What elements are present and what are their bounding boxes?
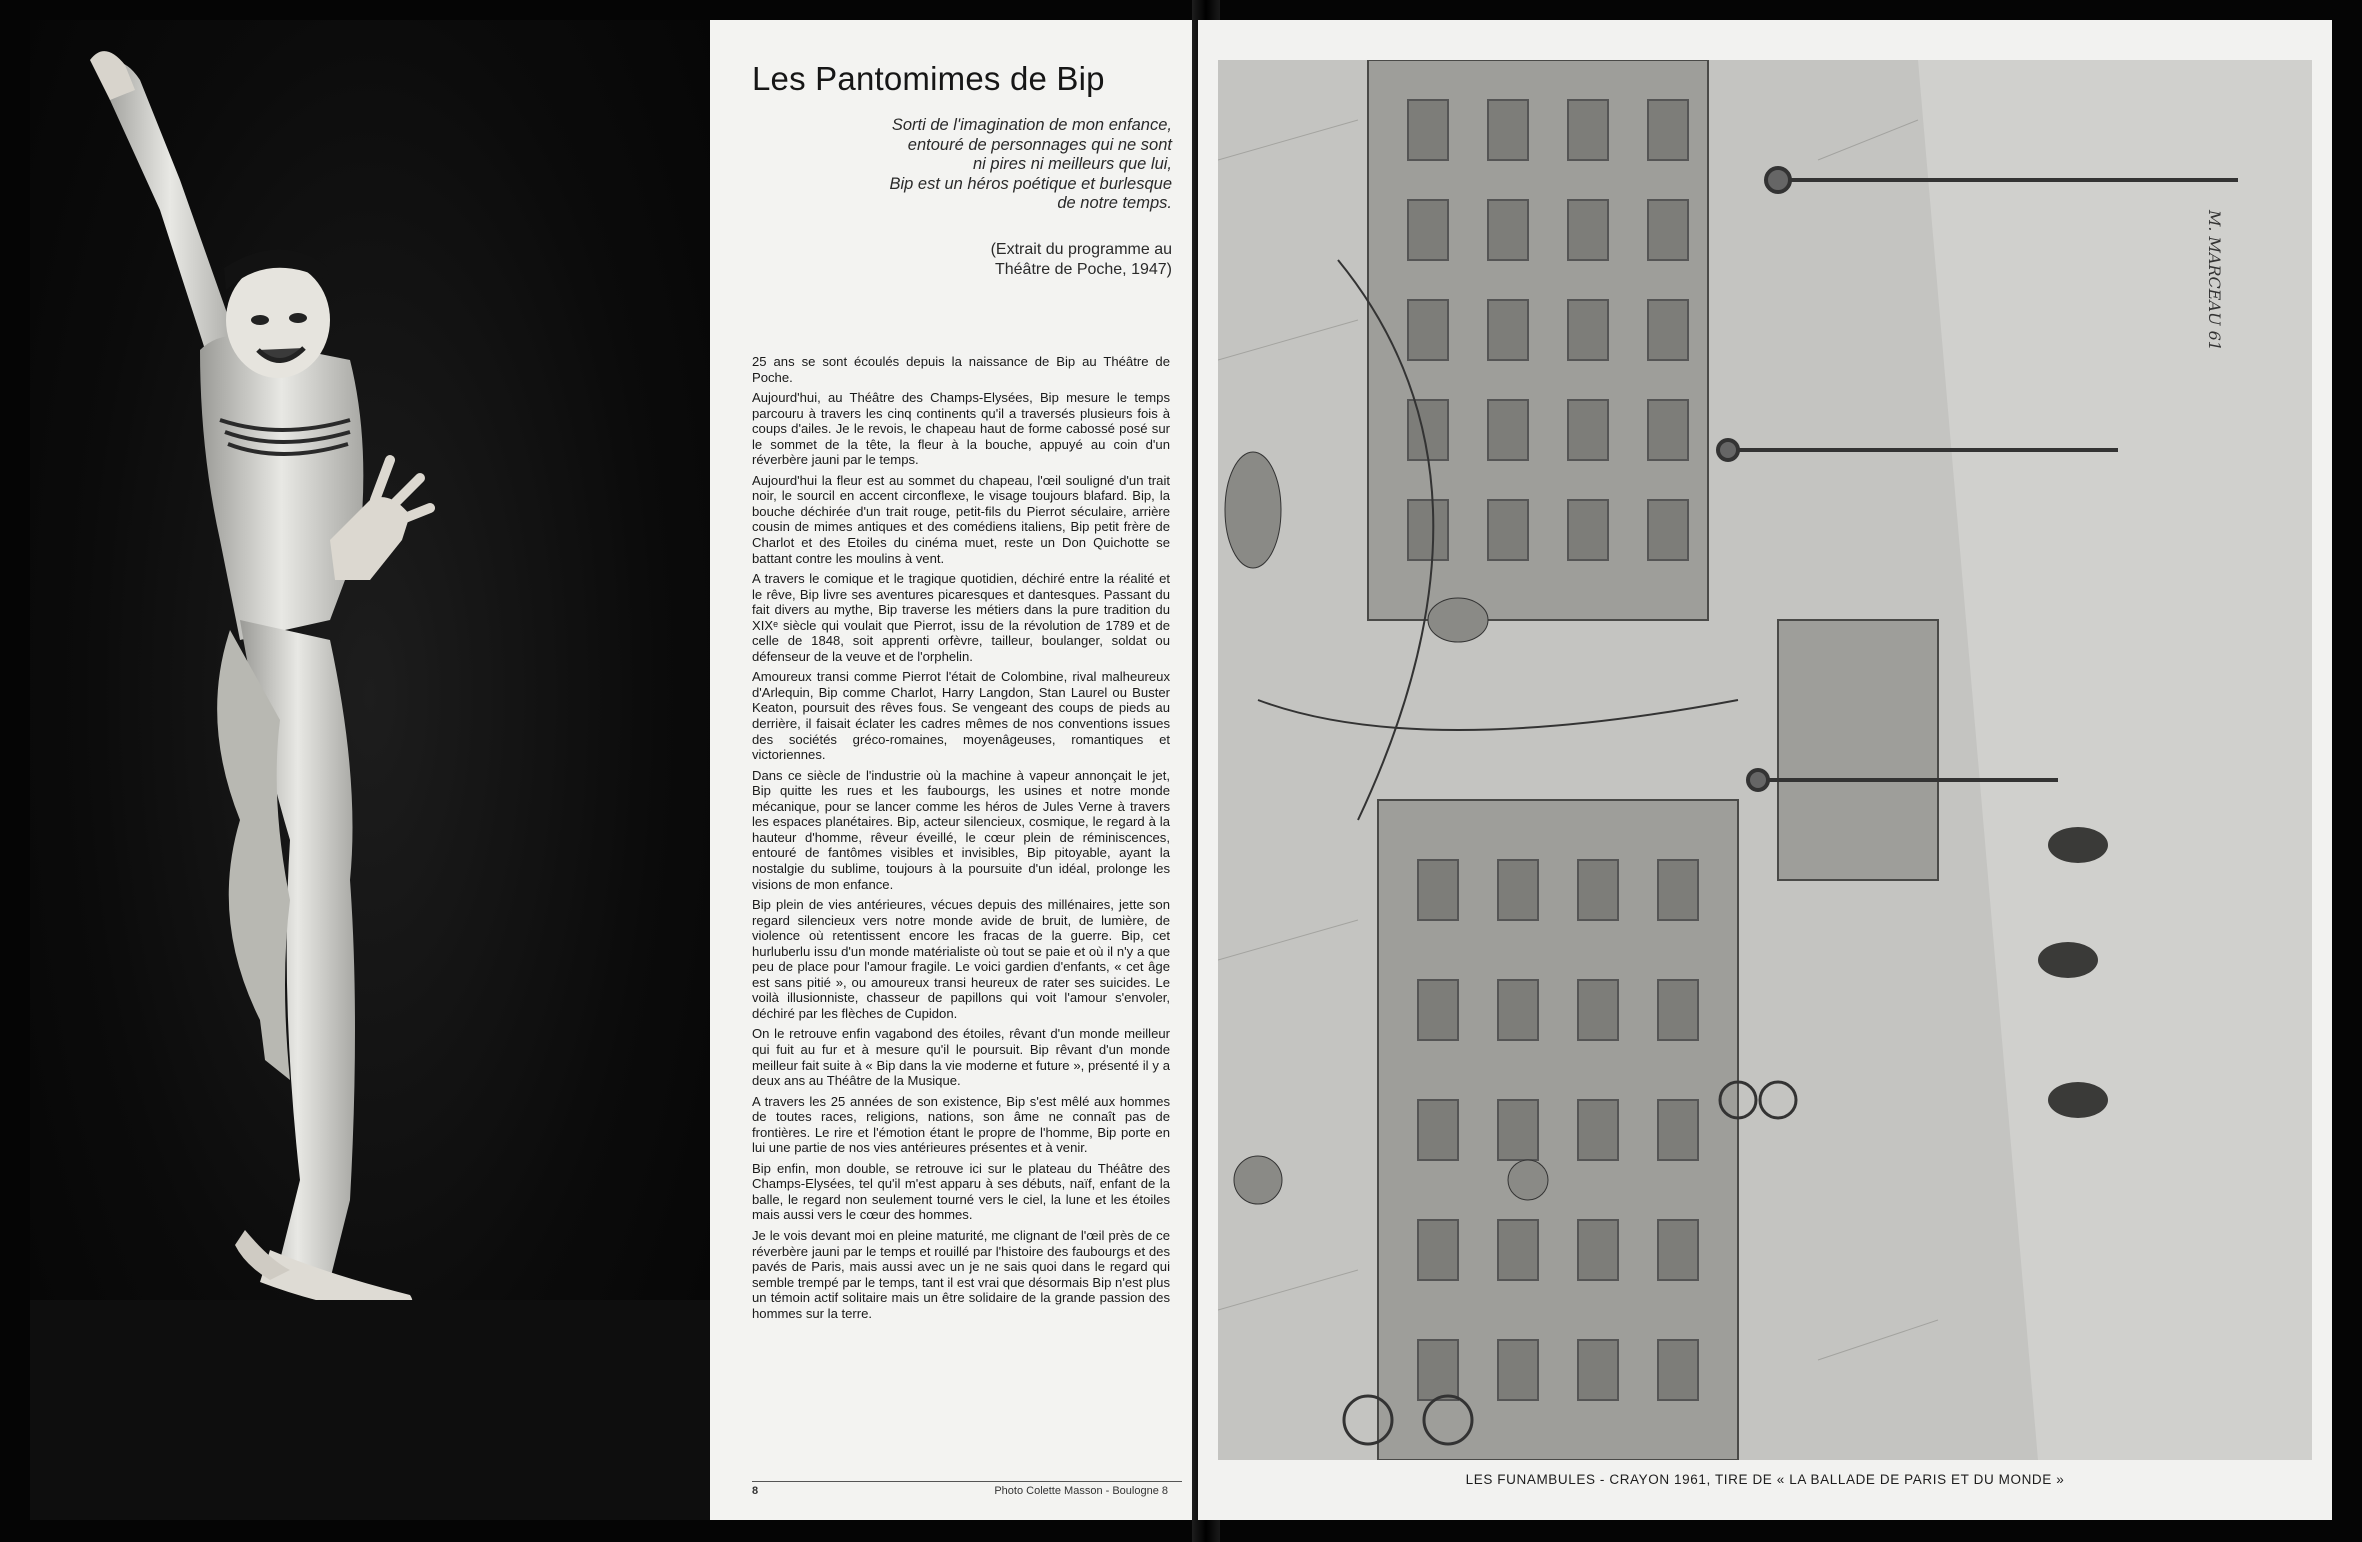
paragraph: A travers les 25 années de son existence, Bip s'est mêlé aux hommes de toutes races, religions, nations, son âme ne connaît pas de frontières. Le rire et l'émotion étant le propre de l'homme, Bip porte en lui une partie de nos vies antérieures présentes et à venir.: [752, 1093, 1170, 1156]
paragraph: Je le vois devant moi en pleine maturité, me clignant de l'œil près de ce réverbère jauni par le temps et rouillé par l'histoire des faubourgs et des pavés de Paris, mais aussi avec un je ne sais quoi dans le regard qui semble trempé par le temps, tant il est vrai que désormais Bip n'est plus un témoin actif solitaire mais un être solidaire de la grande passion des hommes sur la terre.: [752, 1227, 1170, 1321]
street-scene-illustration: [1218, 60, 2312, 1460]
left-page: [30, 20, 1192, 1520]
paragraph: Dans ce siècle de l'industrie où la machine à vapeur annonçait le jet, Bip quitte les rues et les faubourgs, les usines et notre monde mécanique, pour se lancer comme les héros de Jules Verne à travers les espaces planétaires. Bip, acteur silencieux, cosmique, le regard à la hauteur d'homme, rêveur éveillé, le cœur plein de réminiscences, entouré de fantômes visibles et invisibles, Bip pitoyable, ayant la nostalgie du sublime, toujours à la poursuite d'un idéal, prolonge les visions de mon enfance.: [752, 767, 1170, 892]
epigraph-source: [991, 240, 1172, 279]
artist-signature: M. MARCEAU 61: [2205, 210, 2224, 351]
pencil-drawing: [1218, 60, 2312, 1460]
source-line: (Extrait du programme au: [990, 241, 1172, 258]
photo-credit: Photo Colette Masson - Boulogne 8: [994, 1485, 1168, 1497]
epigraph-line: Sorti de l'imagination de mon enfance,: [891, 116, 1172, 134]
paragraph: On le retrouve enfin vagabond des étoiles, rêvant d'un monde meilleur qui fuit au fur et à mesure qu'il le poursuit. Bip rêvant d'un monde meilleur fait suite à « Bip dans la vie moderne et future », présenté il y a deux ans au Théâtre de la Musique.: [752, 1026, 1170, 1089]
paragraph: 25 ans se sont écoulés depuis la naissance de Bip au Théâtre de Poche.: [752, 354, 1170, 385]
paragraph: Amoureux transi comme Pierrot l'était de Colombine, rival malheureux d'Arlequin, Bip comme Charlot, Harry Langdon, Stan Laurel ou Buster Keaton, poursuit des rêves fous. Se vengeant des coups de pieds au derrière, il faisait éclater les cadres mêmes de nos conventions issues des sociétés gréco-romaines, moyenâgeuses, romantiques et victoriennes.: [752, 669, 1170, 763]
paragraph: A travers le comique et le tragique quotidien, déchiré entre la réalité et le rêve, Bip livre ses aventures picaresques et dantesques. Passant du fait divers au mythe, Bip traverse les métiers dans la pure tradition du XIXᵉ siècle qui voulait que Pierrot, issu de la révolution de 1789 et de celle de 1848, soit apprenti orfèvre, tailleur, boulanger, soldat ou défenseur de la veuve et de l'orphelin.: [752, 571, 1170, 664]
article-body: [752, 354, 1170, 1326]
paragraph: Aujourd'hui la fleur est au sommet du chapeau, l'œil souligné d'un trait noir, le sourcil en accent circonflexe, le visage toujours blafard. Bip, la bouche déchirée d'un trait rouge, petit-fils du Pierrot séculaire, arrière cousin de mimes antiques et des comédiens italiens, Bip petit frère de Charlot et des Etoiles du cinéma muet, reste un Don Quichotte se battant contre les moulins à vent.: [752, 472, 1170, 566]
article-column: [752, 20, 1182, 1520]
mime-figure-illustration: [30, 20, 710, 1520]
drawing-caption: LES FUNAMBULES - CRAYON 1961, TIRE DE « LA BALLADE DE PARIS ET DU MONDE »: [1465, 1472, 2065, 1487]
left-footer: [752, 1481, 1182, 1502]
paragraph: Bip plein de vies antérieures, vécues depuis des millénaires, jette son regard silencieux vers notre monde avide de bruit, de lumière, de violence où retentissent encore les fracas de la guerre. Bip, cet hurluberlu issu d'un monde matérialiste où tout se paie et où il n'y a que peu de place pour l'amour fragile. Le voici gardien d'enfants, « cet âge est sans pitié », ou amoureux transi heureux de rater ses suicides. Le voilà illusionniste, chasseur de papillons qui voit l'amour s'envoler, déchiré par les flèches de Cupidon.: [752, 897, 1170, 1021]
right-page: [1198, 20, 2332, 1520]
paragraph: Aujourd'hui, au Théâtre des Champs-Elysées, Bip mesure le temps parcouru à travers les cinq continents qu'il a traversés plusieurs fois à coups d'ailes. Je le revois, le chapeau haut de forme cabossé posé sur le sommet de la tête, la fleur à la bouche, appuyé au coin d'un réverbère jauni par le temps.: [752, 390, 1170, 468]
epigraph-line: entouré de personnages qui ne sont: [907, 135, 1172, 154]
epigraph: [752, 116, 1172, 214]
epigraph-line: de notre temps.: [1057, 194, 1172, 212]
epigraph-line: ni pires ni meilleurs que lui,: [972, 155, 1172, 173]
mime-photo: [30, 20, 710, 1520]
epigraph-line: Bip est un héros poétique et burlesque: [889, 174, 1172, 193]
article-title: Les Pantomimes de Bip: [752, 60, 1105, 97]
paragraph: Bip enfin, mon double, se retrouve ici sur le plateau du Théâtre des Champs-Elysées, tel qu'il m'est apparu à ses débuts, naïf, enfant de la balle, le regard non seulement tourné vers le ciel, la lune et les étoiles mais aussi vers le cœur des hommes.: [752, 1160, 1170, 1223]
source-line: Théâtre de Poche, 1947): [994, 260, 1172, 278]
page-number: 8: [752, 1485, 759, 1497]
